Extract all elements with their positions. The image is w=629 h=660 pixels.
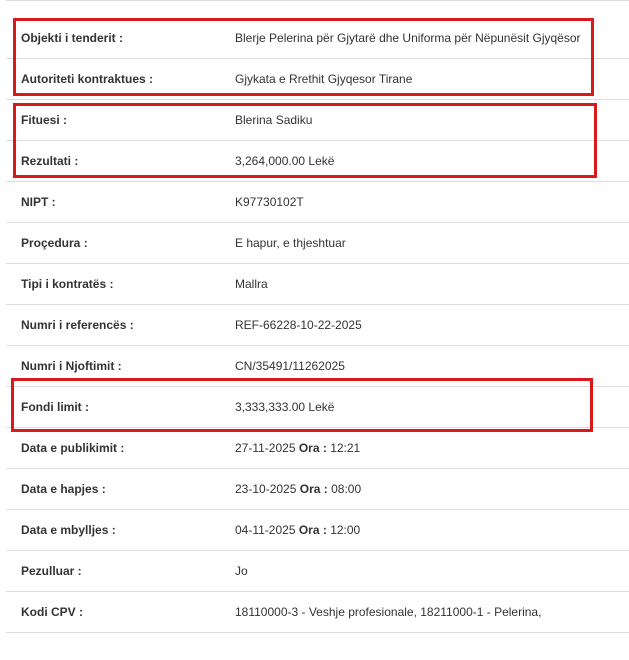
ora-label-hapja: Ora :	[299, 482, 328, 496]
label-procedura: Proçedura :	[21, 236, 88, 250]
value-hapja	[235, 469, 361, 510]
row-autoriteti	[6, 59, 629, 100]
label-objekti: Objekti i tenderit :	[21, 31, 124, 45]
label-referenca: Numri i referencës :	[21, 318, 134, 332]
row-fondi	[6, 387, 629, 428]
date-mbyllja: 04-11-2025	[235, 523, 296, 537]
row-cpv	[6, 592, 629, 633]
label-autoriteti: Autoriteti kontraktues :	[21, 72, 154, 86]
value-njoftimi: CN/35491/11262025	[235, 359, 345, 373]
value-fituesi: Blerina Sadiku	[235, 113, 313, 127]
label-rezultati: Rezultati :	[21, 154, 79, 168]
value-nipt: K97730102T	[235, 195, 304, 209]
label-cpv: Kodi CPV :	[21, 605, 83, 619]
row-hapja	[6, 469, 629, 510]
value-tipi: Mallra	[235, 277, 268, 291]
value-pezulluar: Jo	[235, 564, 248, 578]
top-divider	[6, 0, 629, 1]
row-nipt	[6, 182, 629, 223]
value-autoriteti: Gjykata e Rrethit Gjyqesor Tirane	[235, 72, 413, 86]
row-procedura	[6, 223, 629, 264]
value-referenca: REF-66228-10-22-2025	[235, 318, 362, 332]
ora-label-publikimi: Ora :	[298, 441, 327, 455]
row-rezultati	[6, 141, 629, 182]
row-fituesi	[6, 100, 629, 141]
time-hapja: 08:00	[331, 482, 362, 496]
row-pezulluar	[6, 551, 629, 592]
tender-details-table	[6, 18, 629, 633]
row-publikimi	[6, 428, 629, 469]
label-nipt: NIPT :	[21, 195, 56, 209]
label-hapja: Data e hapjes :	[21, 482, 106, 496]
value-cpv: 18110000-3 - Veshje profesionale, 18211000-1 - Pelerina,	[235, 605, 542, 619]
label-fituesi: Fituesi :	[21, 113, 68, 127]
label-fondi: Fondi limit :	[21, 400, 89, 414]
value-mbyllja	[235, 510, 360, 551]
row-njoftimi	[6, 346, 629, 387]
row-mbyllja	[6, 510, 629, 551]
label-pezulluar: Pezulluar :	[21, 564, 82, 578]
value-rezultati: 3,264,000.00 Lekë	[235, 154, 335, 168]
date-hapja: 23-10-2025	[235, 482, 297, 496]
value-fondi: 3,333,333.00 Lekë	[235, 400, 335, 414]
label-njoftimi: Numri i Njoftimit :	[21, 359, 122, 373]
value-procedura: E hapur, e thjeshtuar	[235, 236, 346, 250]
row-objekti	[6, 18, 629, 59]
time-publikimi: 12:21	[330, 441, 361, 455]
row-referenca	[6, 305, 629, 346]
date-publikimi: 27-11-2025	[235, 441, 296, 455]
value-publikimi	[235, 428, 360, 469]
value-objekti: Blerje Pelerina për Gjytarë dhe Uniforma për Nëpunësit Gjyqësor	[235, 31, 581, 45]
label-mbyllja: Data e mbylljes :	[21, 523, 116, 537]
time-mbyllja: 12:00	[330, 523, 361, 537]
label-publikimi: Data e publikimit :	[21, 441, 125, 455]
label-tipi: Tipi i kontratës :	[21, 277, 114, 291]
ora-label-mbyllja: Ora :	[298, 523, 327, 537]
row-tipi	[6, 264, 629, 305]
